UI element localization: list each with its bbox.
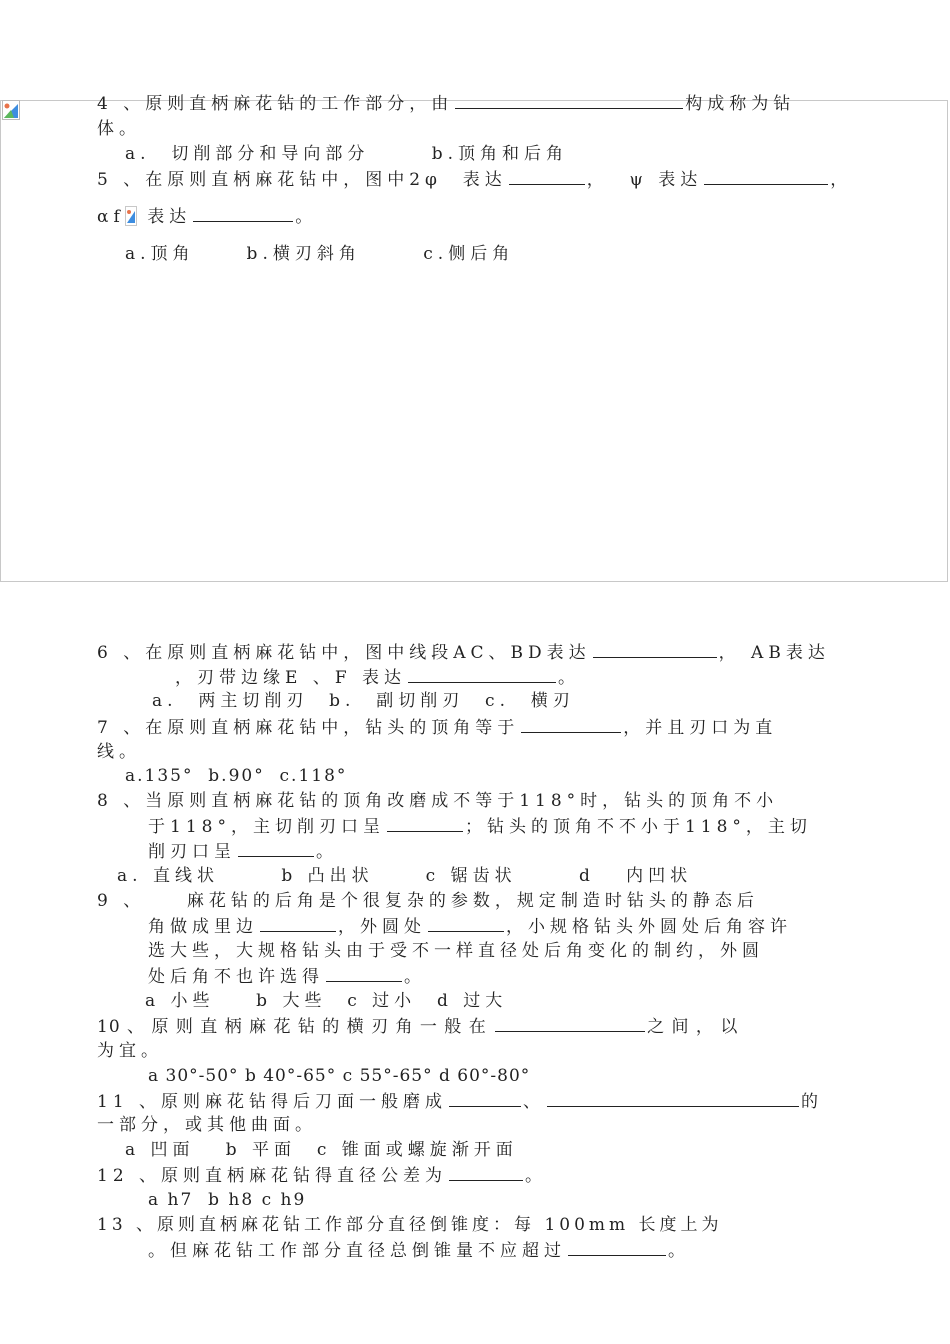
q9-text-d: 处后角不也许选得: [148, 967, 324, 987]
q10-line2: 为宜。: [97, 1041, 163, 1061]
q4-line2: 体。: [97, 119, 141, 139]
q6-blank-1: [593, 641, 717, 658]
q4-options: a. 切削部分和导向部分 b.顶角和后角: [125, 144, 569, 164]
q6-text-a: 6 、在原则直柄麻花钻中，图中线段AC、BD表达: [97, 643, 591, 663]
q10-line1: [97, 1015, 738, 1038]
q6-blank-2: [408, 666, 556, 683]
q10-text-b: 之 间 ， 以: [647, 1017, 739, 1037]
q13-text-end: 。: [668, 1241, 690, 1261]
q8-line1: 8 、当原则直柄麻花钻的顶角改磨成不等于118°时，钻头的顶角不小: [97, 791, 779, 811]
q6-text-b: ， AB表达: [718, 643, 830, 663]
q5-text-c: ，: [830, 170, 853, 190]
q12-blank: [449, 1164, 523, 1181]
q11-blank-1: [449, 1090, 521, 1107]
broken-image-icon: [125, 206, 137, 226]
q5-text-d: 表达: [147, 207, 192, 227]
q9-text-c: ，小规格钻头外圆处后角容许: [506, 917, 792, 937]
q5-line1: [97, 168, 852, 191]
q5-text-a: 5 、在原则直柄麻花钻中，图中2φ 表达: [97, 170, 507, 190]
q13-line1: 13 、原则直柄麻花钻工作部分直径倒锥度：每 100mm 长度上为: [97, 1215, 723, 1235]
q9-options: a 小些 b 大些 c 过小 d 过大: [145, 991, 508, 1011]
q9-line3: 选大些，大规格钻头由于受不一样直径处后角变化的制约，外圆: [148, 941, 764, 961]
q5-text-b: ， ψ 表达: [586, 170, 703, 190]
q13-blank: [568, 1239, 666, 1256]
q12-text-end: 。: [525, 1166, 548, 1186]
q10-blank: [495, 1015, 645, 1032]
q11-text-a: 11 、原则麻花钻得后刀面一般磨成: [97, 1092, 448, 1112]
q12-line1: [97, 1164, 547, 1187]
q5-text-end: 。: [295, 207, 318, 227]
q11-options: a 凹面 b 平面 c 锥面或螺旋渐开面: [125, 1140, 518, 1160]
q5-options: a.顶角 b.横刃斜角 c.侧后角: [125, 244, 515, 264]
q10-options: a 30°-50° b 40°-65° c 55°-65° d 60°-80°: [148, 1066, 531, 1086]
q5-blank-1: [509, 168, 585, 185]
q5-blank-3: [193, 205, 293, 222]
broken-image-icon: [2, 100, 20, 120]
q5-blank-2: [704, 168, 828, 185]
q9-text-end: 。: [404, 967, 426, 987]
q7-line1: [97, 716, 777, 739]
q12-options: a h7 b h8 c h9: [148, 1190, 307, 1210]
q9-text-b: ，外圆处: [338, 917, 426, 937]
q7-line2: 线。: [97, 742, 141, 762]
q8-text-end: 。: [316, 842, 338, 862]
q4-text-a: 4 、原则直柄麻花钻的工作部分，由: [97, 94, 454, 114]
q13-text-a: 。但麻花钻工作部分直径总倒锥量不应超过: [148, 1241, 566, 1261]
q7-text-b: ，并且刃口为直: [623, 718, 778, 738]
q8-text-a: 于118°，主切削刃口呈: [148, 817, 385, 837]
q5-line2: [97, 205, 317, 228]
q8-line3: [148, 840, 338, 863]
q8-blank-1: [387, 815, 463, 832]
q9-line4: [148, 965, 426, 988]
q4-blank: [455, 92, 683, 109]
q4-line1: [97, 92, 795, 115]
q13-line2: [148, 1239, 690, 1262]
q7-blank: [521, 716, 621, 733]
q12-text-a: 12 、原则直柄麻花钻得直径公差为: [97, 1166, 448, 1186]
q8-options: a. 直线状 b 凸出状 c 锯齿状 d 内凹状: [117, 866, 693, 886]
q8-text-b: ；钻头的顶角不不小于118°，主切: [464, 817, 812, 837]
q8-blank-2: [238, 840, 314, 857]
q4-text-b: 构成称为钻: [685, 94, 796, 114]
q11-line2: 一部分，或其他曲面。: [97, 1115, 317, 1135]
q9-text-a: 角做成里边: [148, 917, 258, 937]
q8-text-c: 削刃口呈: [148, 842, 236, 862]
q11-line1: [97, 1090, 823, 1113]
q5-alpha-label: αf: [97, 207, 125, 227]
q11-text-b: 、: [523, 1092, 546, 1112]
q6-line1: [97, 641, 830, 664]
q9-blank-3: [326, 965, 402, 982]
q6-text-end: 。: [558, 668, 581, 688]
q9-blank-2: [428, 915, 504, 932]
q11-blank-2: [547, 1090, 799, 1107]
q7-text-a: 7 、在原则直柄麻花钻中，钻头的顶角等于: [97, 718, 520, 738]
q11-text-c: 的: [801, 1092, 824, 1112]
q9-line2: [148, 915, 792, 938]
q6-line2: [175, 666, 580, 689]
q6-options: a. 两主切削刃 b. 副切削刃 c. 横刃: [152, 691, 575, 711]
q9-line1: 9 、 麻花钻的后角是个很复杂的参数，规定制造时钻头的静态后: [97, 891, 759, 911]
q6-text-c: ，刃带边缘E 、F 表达: [175, 668, 407, 688]
q7-options: a.135° b.90° c.118°: [125, 766, 348, 786]
q10-text-a: 10 、 原 则 直 柄 麻 花 钻 的 横 刃 角 一 般 在: [97, 1017, 487, 1037]
q9-blank-1: [260, 915, 336, 932]
q8-line2: [148, 815, 812, 838]
